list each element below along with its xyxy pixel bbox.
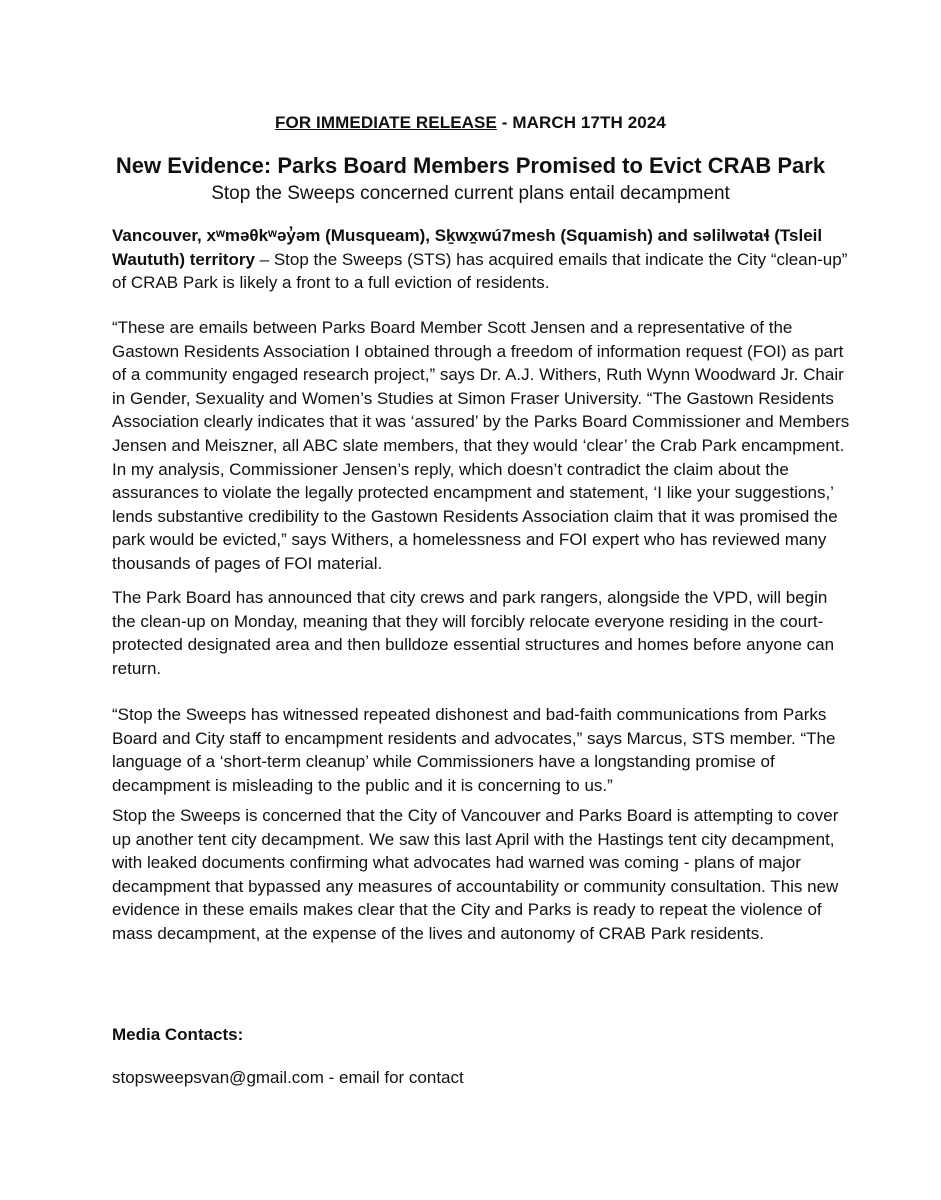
headline: New Evidence: Parks Board Members Promised to Evict CRAB Park: [115, 153, 826, 178]
contact-note: - email for contact: [323, 1068, 464, 1087]
release-separator: -: [496, 113, 513, 132]
territory-lead: Vancouver, xʷməθkʷəy̓əm (Musqueam), Sḵwx̱wú7mesh (Squamish) and səlilwətaɬ (Tsleil Waututh) territory: [112, 226, 823, 269]
release-date: MARCH 17TH 2024: [512, 113, 666, 132]
release-line: [0, 113, 941, 133]
paragraph-park-board-announcement: The Park Board has announced that city crews and park rangers, alongside the VPD, will begin the clean-up on Monday, meaning that they will forcibly relocate everyone residing in the court-protected designated area and then bulldoze essential structures and homes before anyone can return.: [112, 588, 835, 678]
territory-rest: – Stop the Sweeps (STS) has acquired emails that indicate the City “clean-up” of CRAB Park is likely a front to a full eviction of residents.: [112, 249, 848, 293]
contact-email: stopsweepsvan@gmail.com: [112, 1068, 324, 1087]
paragraph-withers-quote: “These are emails between Parks Board Member Scott Jensen and a representative of the Gastown Residents Association I obtained through a freedom of information request (FOI) as part of a community engaged research project,” says Dr. A.J. Withers, Ruth Wynn Woodward Jr. Chair in Gender, Sexuality and Women’s Studies at Simon Fraser University. “The Gastown Residents Association clearly indicates that it was ‘assured’ by the Parks Board Commissioner and Members Jensen and Meiszner, all ABC slate members, that they would ‘clear’ the Crab Park encampment. In my analysis, Commissioner Jensen’s reply, which doesn’t contradict the claim about the assurances to violate the legally protected encampment and statement, ‘I like your suggestions,’ lends substantive credibility to the Gastown Residents Association claim that it was promised the park would be evicted,” says Withers, a homelessness and FOI expert who has reviewed many thousands of pages of FOI material.: [112, 318, 850, 573]
paragraph-marcus-quote: “Stop the Sweeps has witnessed repeated dishonest and bad-faith communications from Parks Board and City staff to encampment residents and advocates,” says Marcus, STS member. “The language of a ‘short-term cleanup’ while Commissioners have a longstanding promise of decampment is misleading to the public and it is concerning to us.”: [112, 705, 836, 795]
media-contact-line: [112, 1068, 464, 1088]
media-contacts-heading: Media Contacts:: [112, 1025, 244, 1044]
release-label: FOR IMMEDIATE RELEASE: [275, 113, 497, 132]
paragraph-territory: [112, 224, 852, 295]
subheadline: Stop the Sweeps concerned current plans entail decampment: [211, 183, 730, 204]
paragraph-concern: Stop the Sweeps is concerned that the City of Vancouver and Parks Board is attempting to cover up another tent city decampment. We saw this last April with the Hastings tent city decampment, with leaked documents confirming what advocates had warned was coming - plans of major decampment that bypassed any measures of accountability or community consultation. This new evidence in these emails makes clear that the City and Parks is ready to repeat the violence of mass decampment, at the expense of the lives and autonomy of CRAB Park residents.: [112, 806, 839, 943]
